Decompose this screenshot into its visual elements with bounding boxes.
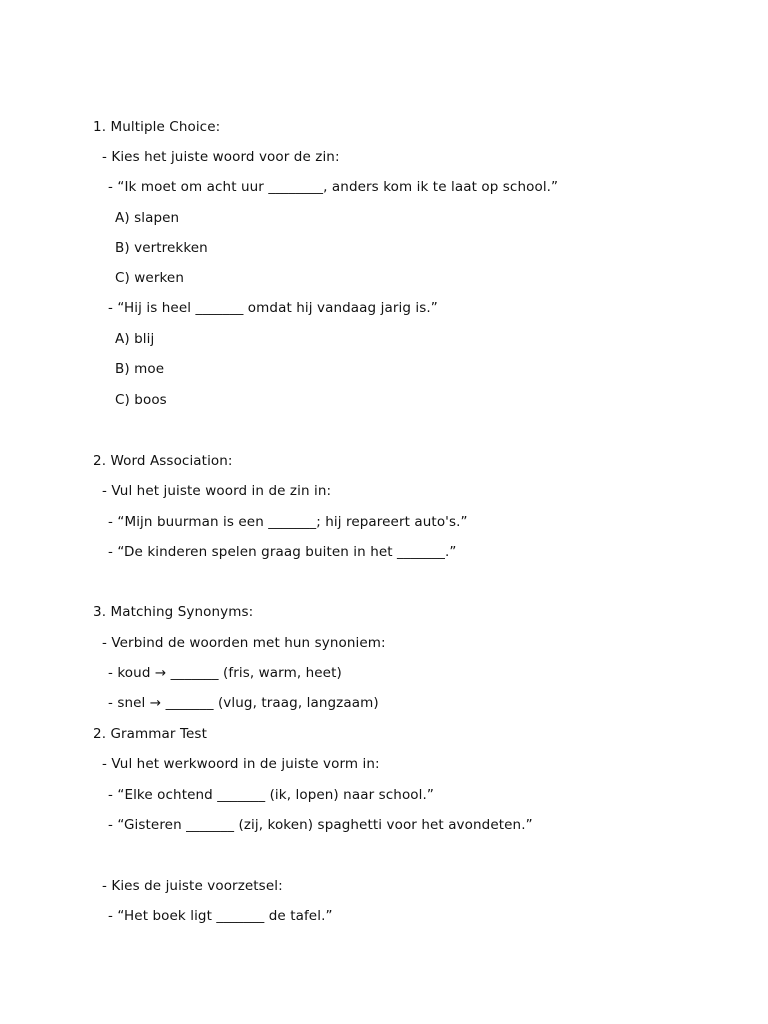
question-1-option-c: C) werken — [115, 270, 184, 286]
section-heading-multiple-choice: 1. Multiple Choice: — [93, 119, 221, 135]
instruction-word-association: - Vul het juiste woord in de zin in: — [102, 483, 332, 499]
section-heading-grammar-test: 2. Grammar Test — [93, 726, 207, 742]
instruction-grammar-verb: - Vul het werkwoord in de juiste vorm in: — [102, 756, 380, 772]
matching-synonyms-item: - koud → _______ (fris, warm, heet) — [108, 665, 342, 681]
question-2: - “Hij is heel _______ omdat hij vandaag jarig is.” — [108, 300, 438, 316]
question-2-option-b: B) moe — [115, 361, 165, 377]
question-1-option-a: A) slapen — [115, 210, 180, 226]
instruction-multiple-choice: - Kies het juiste woord voor de zin: — [102, 149, 340, 165]
instruction-matching-synonyms: - Verbind de woorden met hun synoniem: — [102, 635, 386, 651]
grammar-preposition-item: - “Het boek ligt _______ de tafel.” — [108, 908, 333, 924]
question-2-option-c: C) boos — [115, 392, 167, 408]
question-1: - “Ik moet om acht uur ________, anders kom ik te laat op school.” — [108, 179, 559, 195]
word-association-item: - “Mijn buurman is een _______; hij repareert auto's.” — [108, 514, 468, 530]
grammar-item: - “Gisteren _______ (zij, koken) spaghetti voor het avondeten.” — [108, 817, 533, 833]
section-heading-word-association: 2. Word Association: — [93, 453, 233, 469]
word-association-item: - “De kinderen spelen graag buiten in het _______.” — [108, 544, 457, 560]
matching-synonyms-item: - snel → _______ (vlug, traag, langzaam) — [108, 695, 379, 711]
section-heading-matching-synonyms: 3. Matching Synonyms: — [93, 604, 254, 620]
instruction-grammar-preposition: - Kies de juiste voorzetsel: — [102, 878, 283, 894]
grammar-item: - “Elke ochtend _______ (ik, lopen) naar school.” — [108, 787, 434, 803]
question-2-option-a: A) blij — [115, 331, 155, 347]
question-1-option-b: B) vertrekken — [115, 240, 208, 256]
